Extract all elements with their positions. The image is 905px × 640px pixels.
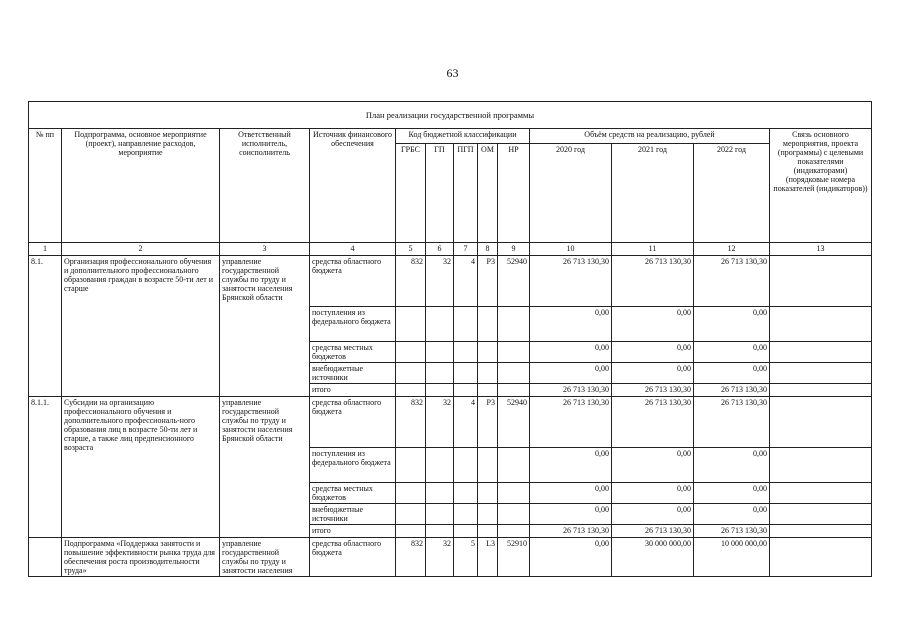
column-number: 13 [770,243,872,256]
row-y2022: 0,00 [694,342,770,363]
header-grbs: ГРБС [396,144,426,243]
row-om [478,384,498,397]
column-numbers-row [29,243,872,256]
header-program: Подпрограмма, основное мероприятие (проект), направление расходов, мероприятие [62,129,220,243]
row-y2022: 0,00 [694,307,770,342]
row-y2020: 0,00 [530,483,612,504]
implementation-plan-table [28,101,872,577]
table-row [29,538,872,577]
row-executor: управление государственной службы по труду и занятости населения Брянской области [220,397,310,538]
row-y2021: 0,00 [612,448,694,483]
row-om [478,342,498,363]
column-number: 12 [694,243,770,256]
row-pgp [454,384,478,397]
row-indicator-link [770,538,872,577]
row-y2020: 26 713 130,30 [530,256,612,307]
row-om: P3 [478,256,498,307]
row-pgp [454,448,478,483]
page-number: 63 [446,66,459,80]
row-gp [426,525,454,538]
row-program-name: Субсидии на организацию профессионального обучения и дополнительного профессиональ-ного образования лиц в возрасте 50-ти лет и старше, а также лиц предпенсионного возраста [62,397,220,538]
row-pgp: 5 [454,538,478,577]
row-pgp [454,504,478,525]
row-source: поступления из федерального бюджета [310,307,396,342]
row-om [478,307,498,342]
row-grbs [396,384,426,397]
row-grbs [396,504,426,525]
row-indicator-link [770,307,872,342]
row-indicator-link [770,525,872,538]
row-y2022: 0,00 [694,363,770,384]
row-gp [426,384,454,397]
row-grbs [396,363,426,384]
row-y2022: 10 000 000,00 [694,538,770,577]
header-volume: Объём средств на реализацию, рублей [530,129,770,144]
row-y2021: 0,00 [612,363,694,384]
column-number: 8 [478,243,498,256]
row-np [498,307,530,342]
row-indicator-link [770,483,872,504]
row-source: средства местных бюджетов [310,483,396,504]
row-y2020: 26 713 130,30 [530,397,612,448]
row-om: L3 [478,538,498,577]
row-y2022: 26 713 130,30 [694,397,770,448]
row-num: 8.1.1. [29,397,62,538]
row-gp: 32 [426,397,454,448]
row-indicator-link [770,397,872,448]
row-gp [426,483,454,504]
row-pgp [454,363,478,384]
row-np [498,363,530,384]
row-y2021: 30 000 000,00 [612,538,694,577]
column-number: 5 [396,243,426,256]
row-source: поступления из федерального бюджета [310,448,396,483]
row-source: итого [310,525,396,538]
row-pgp: 4 [454,256,478,307]
row-source: итого [310,384,396,397]
row-source: средства областного бюджета [310,397,396,448]
row-pgp [454,525,478,538]
column-number: 9 [498,243,530,256]
row-num: 8.1. [29,256,62,397]
column-number: 4 [310,243,396,256]
row-y2021: 26 713 130,30 [612,256,694,307]
header-om: ОМ [478,144,498,243]
row-executor: управление государственной службы по труду и занятости населения [220,538,310,577]
row-y2022: 26 713 130,30 [694,525,770,538]
row-y2020: 26 713 130,30 [530,384,612,397]
header-source: Источник финансового обеспечения [310,129,396,243]
row-grbs: 832 [396,397,426,448]
header-link: Связь основного мероприятия, проекта (программы) с целевыми показателями (индикаторами) (порядковые номера показателей (индикаторов)) [770,129,872,243]
row-np [498,342,530,363]
row-grbs [396,342,426,363]
row-y2020: 0,00 [530,448,612,483]
row-np [498,504,530,525]
row-pgp [454,342,478,363]
column-number: 11 [612,243,694,256]
row-y2021: 26 713 130,30 [612,397,694,448]
row-gp: 32 [426,538,454,577]
header-2021: 2021 год [612,144,694,243]
row-y2021: 0,00 [612,307,694,342]
column-number: 10 [530,243,612,256]
header-num: № пп [29,129,62,243]
row-y2022: 0,00 [694,504,770,525]
column-number: 6 [426,243,454,256]
row-om [478,525,498,538]
header-row [29,129,872,144]
row-y2022: 26 713 130,30 [694,256,770,307]
row-y2022: 0,00 [694,448,770,483]
row-gp [426,307,454,342]
row-y2020: 0,00 [530,538,612,577]
row-y2020: 0,00 [530,342,612,363]
column-number: 1 [29,243,62,256]
row-y2022: 26 713 130,30 [694,384,770,397]
row-source: средства областного бюджета [310,256,396,307]
row-source: внебюджетные источники [310,504,396,525]
header-2022: 2022 год [694,144,770,243]
header-gp: ГП [426,144,454,243]
row-pgp [454,483,478,504]
row-grbs [396,483,426,504]
header-np: НР [498,144,530,243]
row-indicator-link [770,363,872,384]
row-y2022: 0,00 [694,483,770,504]
row-grbs: 832 [396,256,426,307]
row-indicator-link [770,384,872,397]
row-gp [426,363,454,384]
row-np [498,483,530,504]
table-title-row [29,102,872,129]
row-executor: управление государственной службы по труду и занятости населения Брянской области [220,256,310,397]
row-indicator-link [770,504,872,525]
row-y2020: 0,00 [530,504,612,525]
header-executor: Ответственный исполнитель, соисполнитель [220,129,310,243]
row-om [478,483,498,504]
row-np [498,384,530,397]
row-grbs [396,448,426,483]
table-row [29,256,872,307]
row-om [478,504,498,525]
row-np: 52940 [498,256,530,307]
row-y2020: 26 713 130,30 [530,525,612,538]
row-source: средства местных бюджетов [310,342,396,363]
column-number: 2 [62,243,220,256]
row-indicator-link [770,448,872,483]
row-indicator-link [770,256,872,307]
row-grbs: 832 [396,538,426,577]
row-np [498,525,530,538]
row-y2020: 0,00 [530,307,612,342]
header-budget-code: Код бюджетной классификации [396,129,530,144]
header-2020: 2020 год [530,144,612,243]
row-indicator-link [770,342,872,363]
row-om: P3 [478,397,498,448]
row-program-name: Организация профессионального обучения и дополнительного профессионального образования граждан в возрасте 50-ти лет и старше [62,256,220,397]
row-pgp: 4 [454,397,478,448]
row-y2021: 0,00 [612,342,694,363]
row-y2020: 0,00 [530,363,612,384]
table-title: План реализации государственной программы [29,102,872,129]
row-gp [426,448,454,483]
table-row [29,397,872,448]
row-np [498,448,530,483]
row-pgp [454,307,478,342]
header-pgp: ПГП [454,144,478,243]
row-gp: 32 [426,256,454,307]
row-y2021: 26 713 130,30 [612,384,694,397]
row-grbs [396,525,426,538]
row-y2021: 26 713 130,30 [612,525,694,538]
row-source: средства областного бюджета [310,538,396,577]
row-num [29,538,62,577]
row-gp [426,342,454,363]
row-source: внебюджетные источники [310,363,396,384]
row-om [478,363,498,384]
row-np: 52910 [498,538,530,577]
column-number: 3 [220,243,310,256]
row-y2021: 0,00 [612,504,694,525]
row-program-name: Подпрограмма «Поддержка занятости и повышение эффективности рынка труда для обеспечения роста производительности труда» [62,538,220,577]
row-y2021: 0,00 [612,483,694,504]
row-grbs [396,307,426,342]
row-gp [426,504,454,525]
row-np: 52940 [498,397,530,448]
column-number: 7 [454,243,478,256]
row-om [478,448,498,483]
